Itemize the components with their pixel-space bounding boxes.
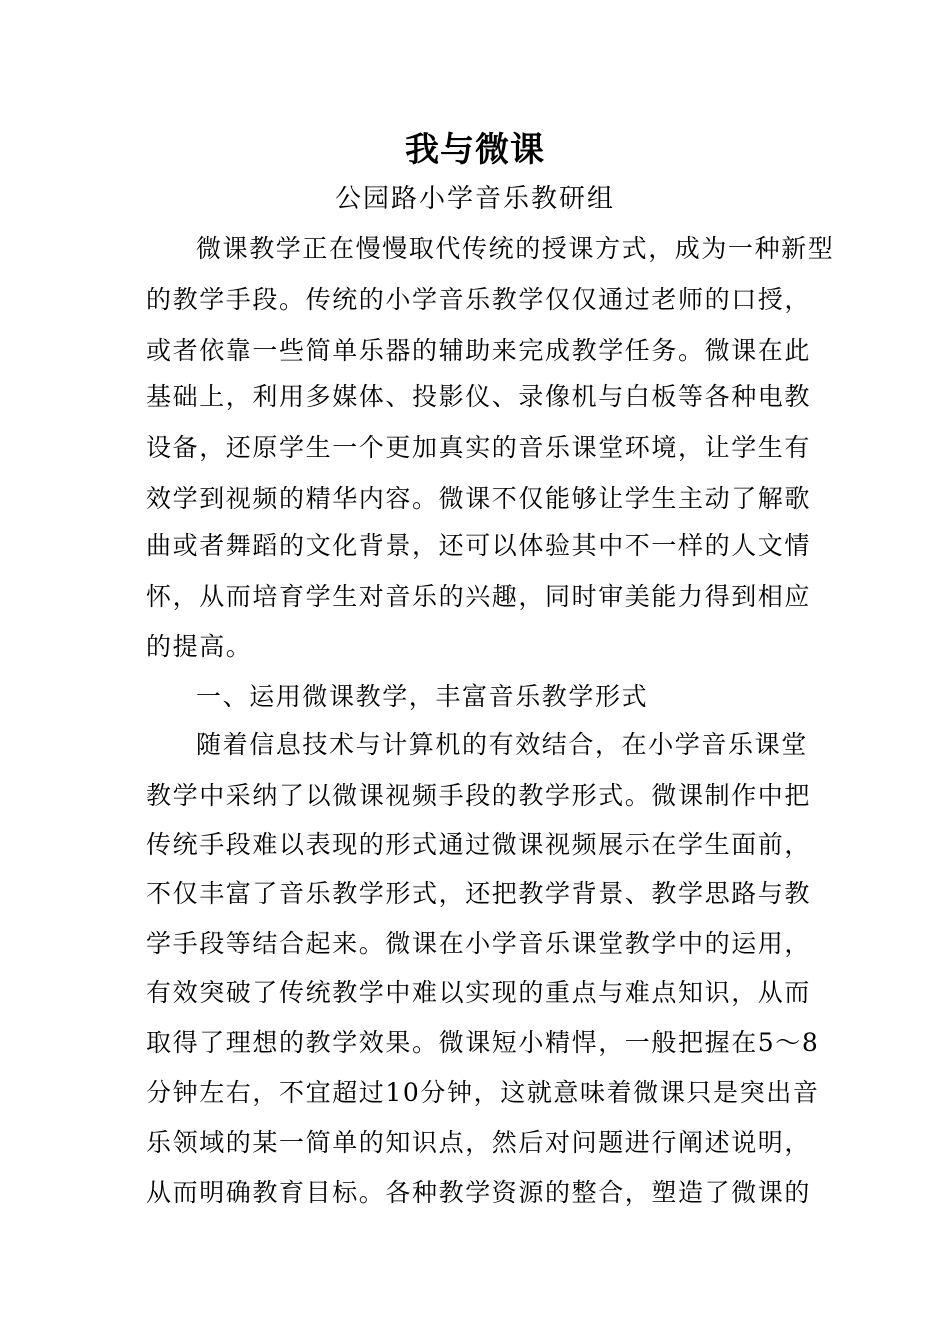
document-author: 公园路小学音乐教研组 <box>334 184 615 214</box>
paragraph-line: 的提高。 <box>146 632 253 661</box>
paragraph-line: 学手段等结合起来。微课在小学音乐课堂教学中的运用， <box>146 929 812 958</box>
paragraph-line: 随着信息技术与计算机的有效结合，在小学音乐课堂 <box>196 730 808 759</box>
paragraph-line: 怀，从而培育学生对音乐的兴趣，同时审美能力得到相应 <box>146 582 812 611</box>
paragraph-line: 或者依靠一些简单乐器的辅助来完成教学任务。微课在此 <box>146 336 812 365</box>
paragraph-line: 有效突破了传统教学中难以实现的重点与难点知识，从而 <box>146 978 812 1007</box>
paragraph-line: 的教学手段。传统的小学音乐教学仅仅通过老师的口授， <box>146 285 812 314</box>
paragraph-line: 效学到视频的精华内容。微课不仅能够让学生主动了解歌 <box>146 484 812 513</box>
document-title: 我与微课 <box>405 130 545 170</box>
paragraph-line: 曲或者舞蹈的文化背景，还可以体验其中不一样的人文情 <box>146 531 812 560</box>
section-heading: 一、运用微课教学，丰富音乐教学形式 <box>196 682 649 711</box>
paragraph-line: 分钟左右，不宜超过10分钟，这就意味着微课只是突出音 <box>146 1078 820 1107</box>
paragraph-line: 教学中采纳了以微课视频手段的教学形式。微课制作中把 <box>146 781 812 810</box>
paragraph-line: 乐领域的某一简单的知识点，然后对问题进行阐述说明， <box>146 1128 812 1157</box>
paragraph-line: 从而明确教育目标。各种教学资源的整合，塑造了微课的 <box>146 1178 812 1207</box>
paragraph-line: 设备，还原学生一个更加真实的音乐课堂环境，让学生有 <box>146 433 812 462</box>
paragraph-line: 传统手段难以表现的形式通过微课视频展示在学生面前， <box>146 830 812 859</box>
paragraph-line: 取得了理想的教学效果。微课短小精悍，一般把握在5～8 <box>146 1028 820 1057</box>
paragraph-line: 不仅丰富了音乐教学形式，还把教学背景、教学思路与教 <box>146 879 812 908</box>
paragraph-line: 微课教学正在慢慢取代传统的授课方式，成为一种新型 <box>196 234 835 263</box>
paragraph-line: 基础上，利用多媒体、投影仪、录像机与白板等各种电教 <box>146 382 812 411</box>
